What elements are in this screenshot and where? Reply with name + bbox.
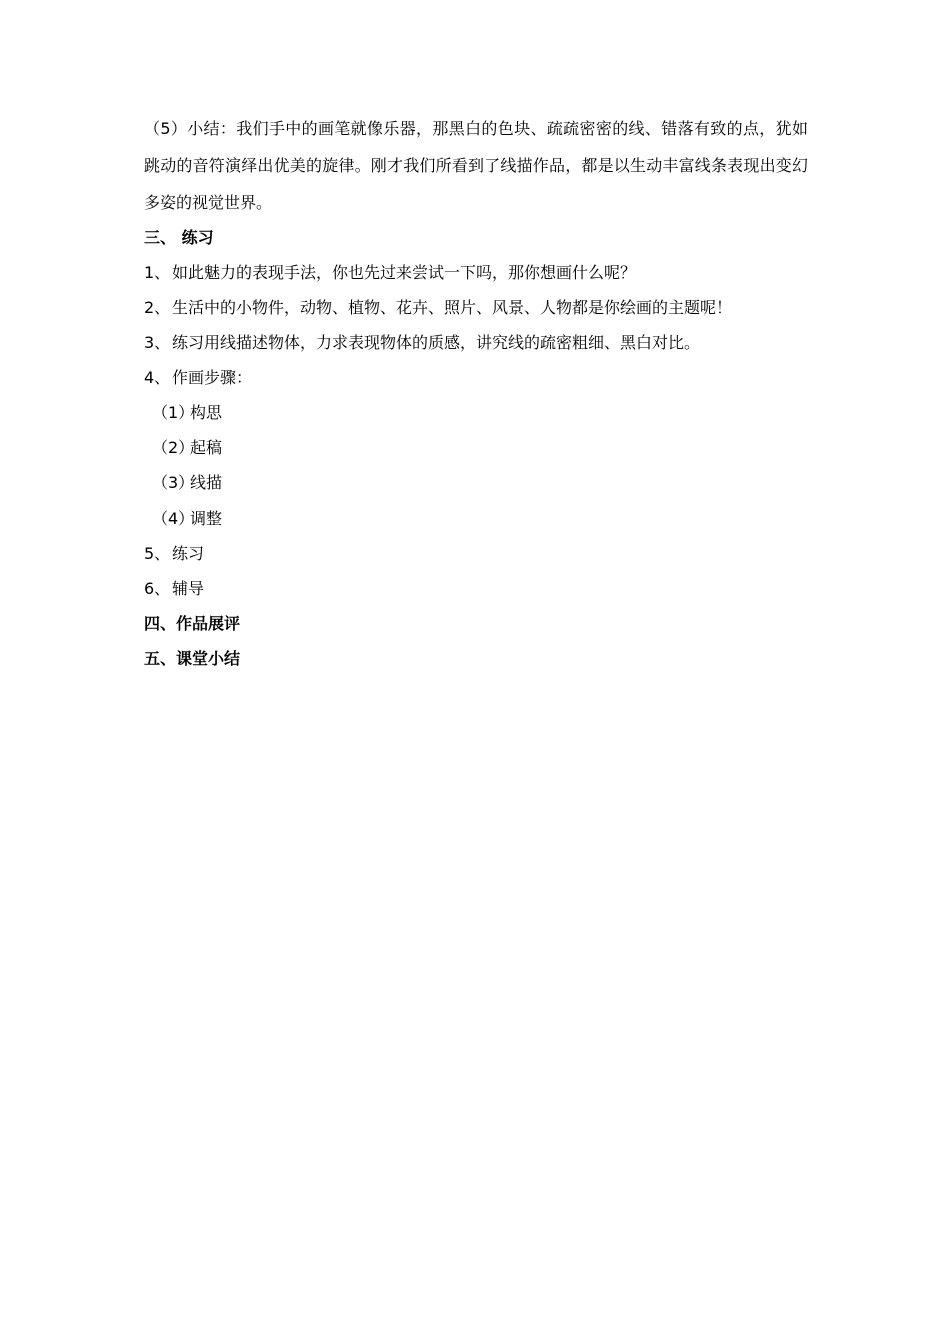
list-item-text: 练习 — [172, 544, 205, 563]
step-text: 调整 — [190, 509, 223, 528]
list-item-text: 作画步骤： — [172, 368, 253, 387]
list-item-text: 如此魅力的表现手法，你也先过来尝试一下吗，那你想画什么呢？ — [172, 263, 637, 282]
section-5-heading: 五、课堂小结 — [144, 649, 241, 668]
step-item — [152, 509, 222, 529]
list-item-number: 5、 — [144, 544, 171, 563]
section-4-heading: 四、作品展评 — [144, 614, 241, 633]
step-number: （3） — [152, 473, 195, 492]
step-text: 线描 — [190, 473, 223, 492]
list-item-number: 3、 — [144, 333, 171, 352]
step-number: （4） — [152, 509, 195, 528]
step-item — [152, 473, 222, 493]
list-item-number: 4、 — [144, 368, 171, 387]
step-text: 构思 — [190, 403, 223, 422]
list-item — [144, 263, 636, 283]
section-3-heading: 三、 练习 — [144, 228, 214, 247]
list-item-text: 练习用线描述物体，力求表现物体的质感，讲究线的疏密粗细、黑白对比。 — [172, 333, 701, 352]
list-item — [144, 579, 204, 599]
list-item-text: 生活中的小物件，动物、植物、花卉、照片、风景、人物都是你绘画的主题呢！ — [172, 298, 733, 317]
list-item-number: 6、 — [144, 579, 171, 598]
step-number: （2） — [152, 438, 195, 457]
list-item — [144, 333, 700, 353]
list-item — [144, 368, 252, 388]
step-item — [152, 438, 222, 458]
list-item — [144, 298, 732, 318]
summary-paragraph: （5）小结：我们手中的画笔就像乐器，那黑白的色块、疏疏密密的线、错落有致的点，犹如跳动的音符演绎出优美的旋律。刚才我们所看到了线描作品，都是以生动丰富线条表现出变幻多姿的视觉世界。 — [144, 119, 808, 212]
list-item-number: 2、 — [144, 298, 171, 317]
list-item-text: 辅导 — [172, 579, 205, 598]
list-item — [144, 544, 204, 564]
step-number: （1） — [152, 403, 195, 422]
list-item-number: 1、 — [144, 263, 171, 282]
step-text: 起稿 — [190, 438, 223, 457]
step-item — [152, 403, 222, 423]
